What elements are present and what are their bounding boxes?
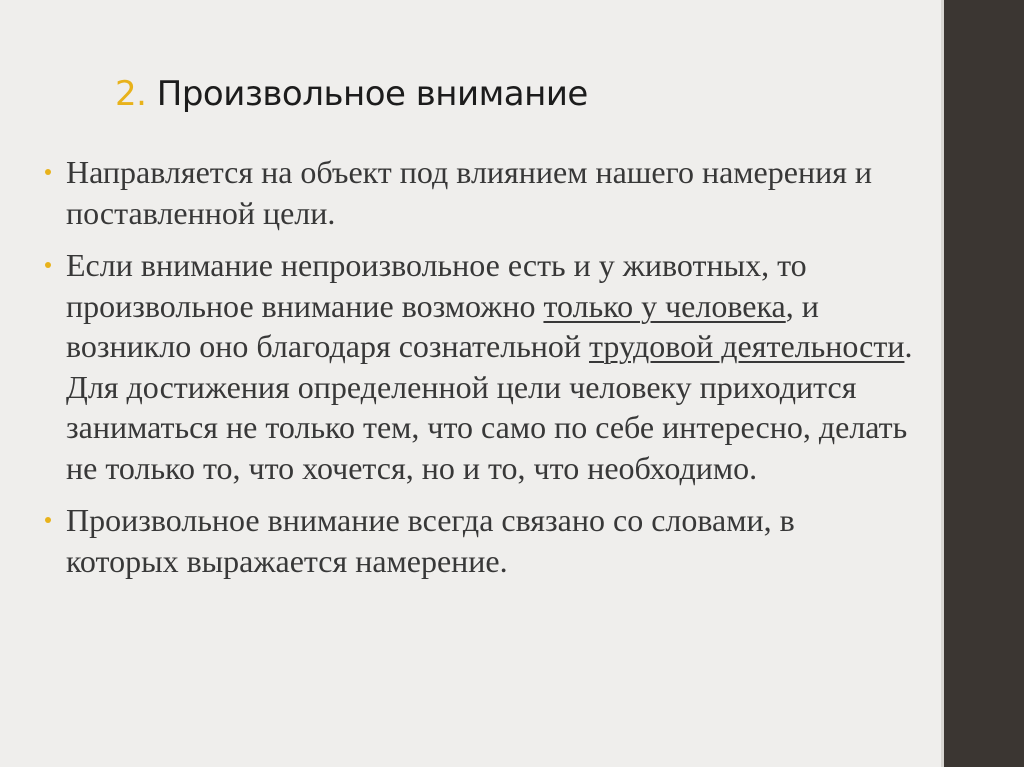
bullet-list	[45, 152, 915, 581]
bullet-text: Направляется на объект под влиянием нашего намерения и поставленной цели.	[66, 154, 873, 231]
bullet-text: Произвольное внимание всегда связано со словами, в которых выражается намерение.	[66, 502, 795, 579]
bullet-item	[45, 152, 915, 233]
slide-title	[115, 74, 588, 114]
underlined-phrase: только у человека	[543, 287, 786, 324]
bullet-text-part: Если внимание непроизвольное есть и у животных, то произвольное внимание возможно	[66, 247, 807, 324]
bullet-item	[45, 245, 915, 488]
bullet-dot-icon	[45, 517, 51, 523]
side-strip	[944, 0, 1024, 767]
bullet-text-part: . Для достижения определенной цели человеку приходится заниматься не только тем, что само по себе интересно, делать не только то, что хочется, но и то, что необходимо.	[66, 328, 913, 486]
bullet-dot-icon	[45, 262, 51, 268]
title-number: 2.	[115, 74, 147, 114]
bullet-text-part: , и возникло оно благодаря сознательной	[66, 287, 819, 364]
bullet-dot-icon	[45, 169, 51, 175]
underlined-phrase: трудовой деятельности	[589, 328, 905, 364]
title-text: Произвольное внимание	[156, 74, 588, 114]
bullet-item	[45, 500, 915, 581]
